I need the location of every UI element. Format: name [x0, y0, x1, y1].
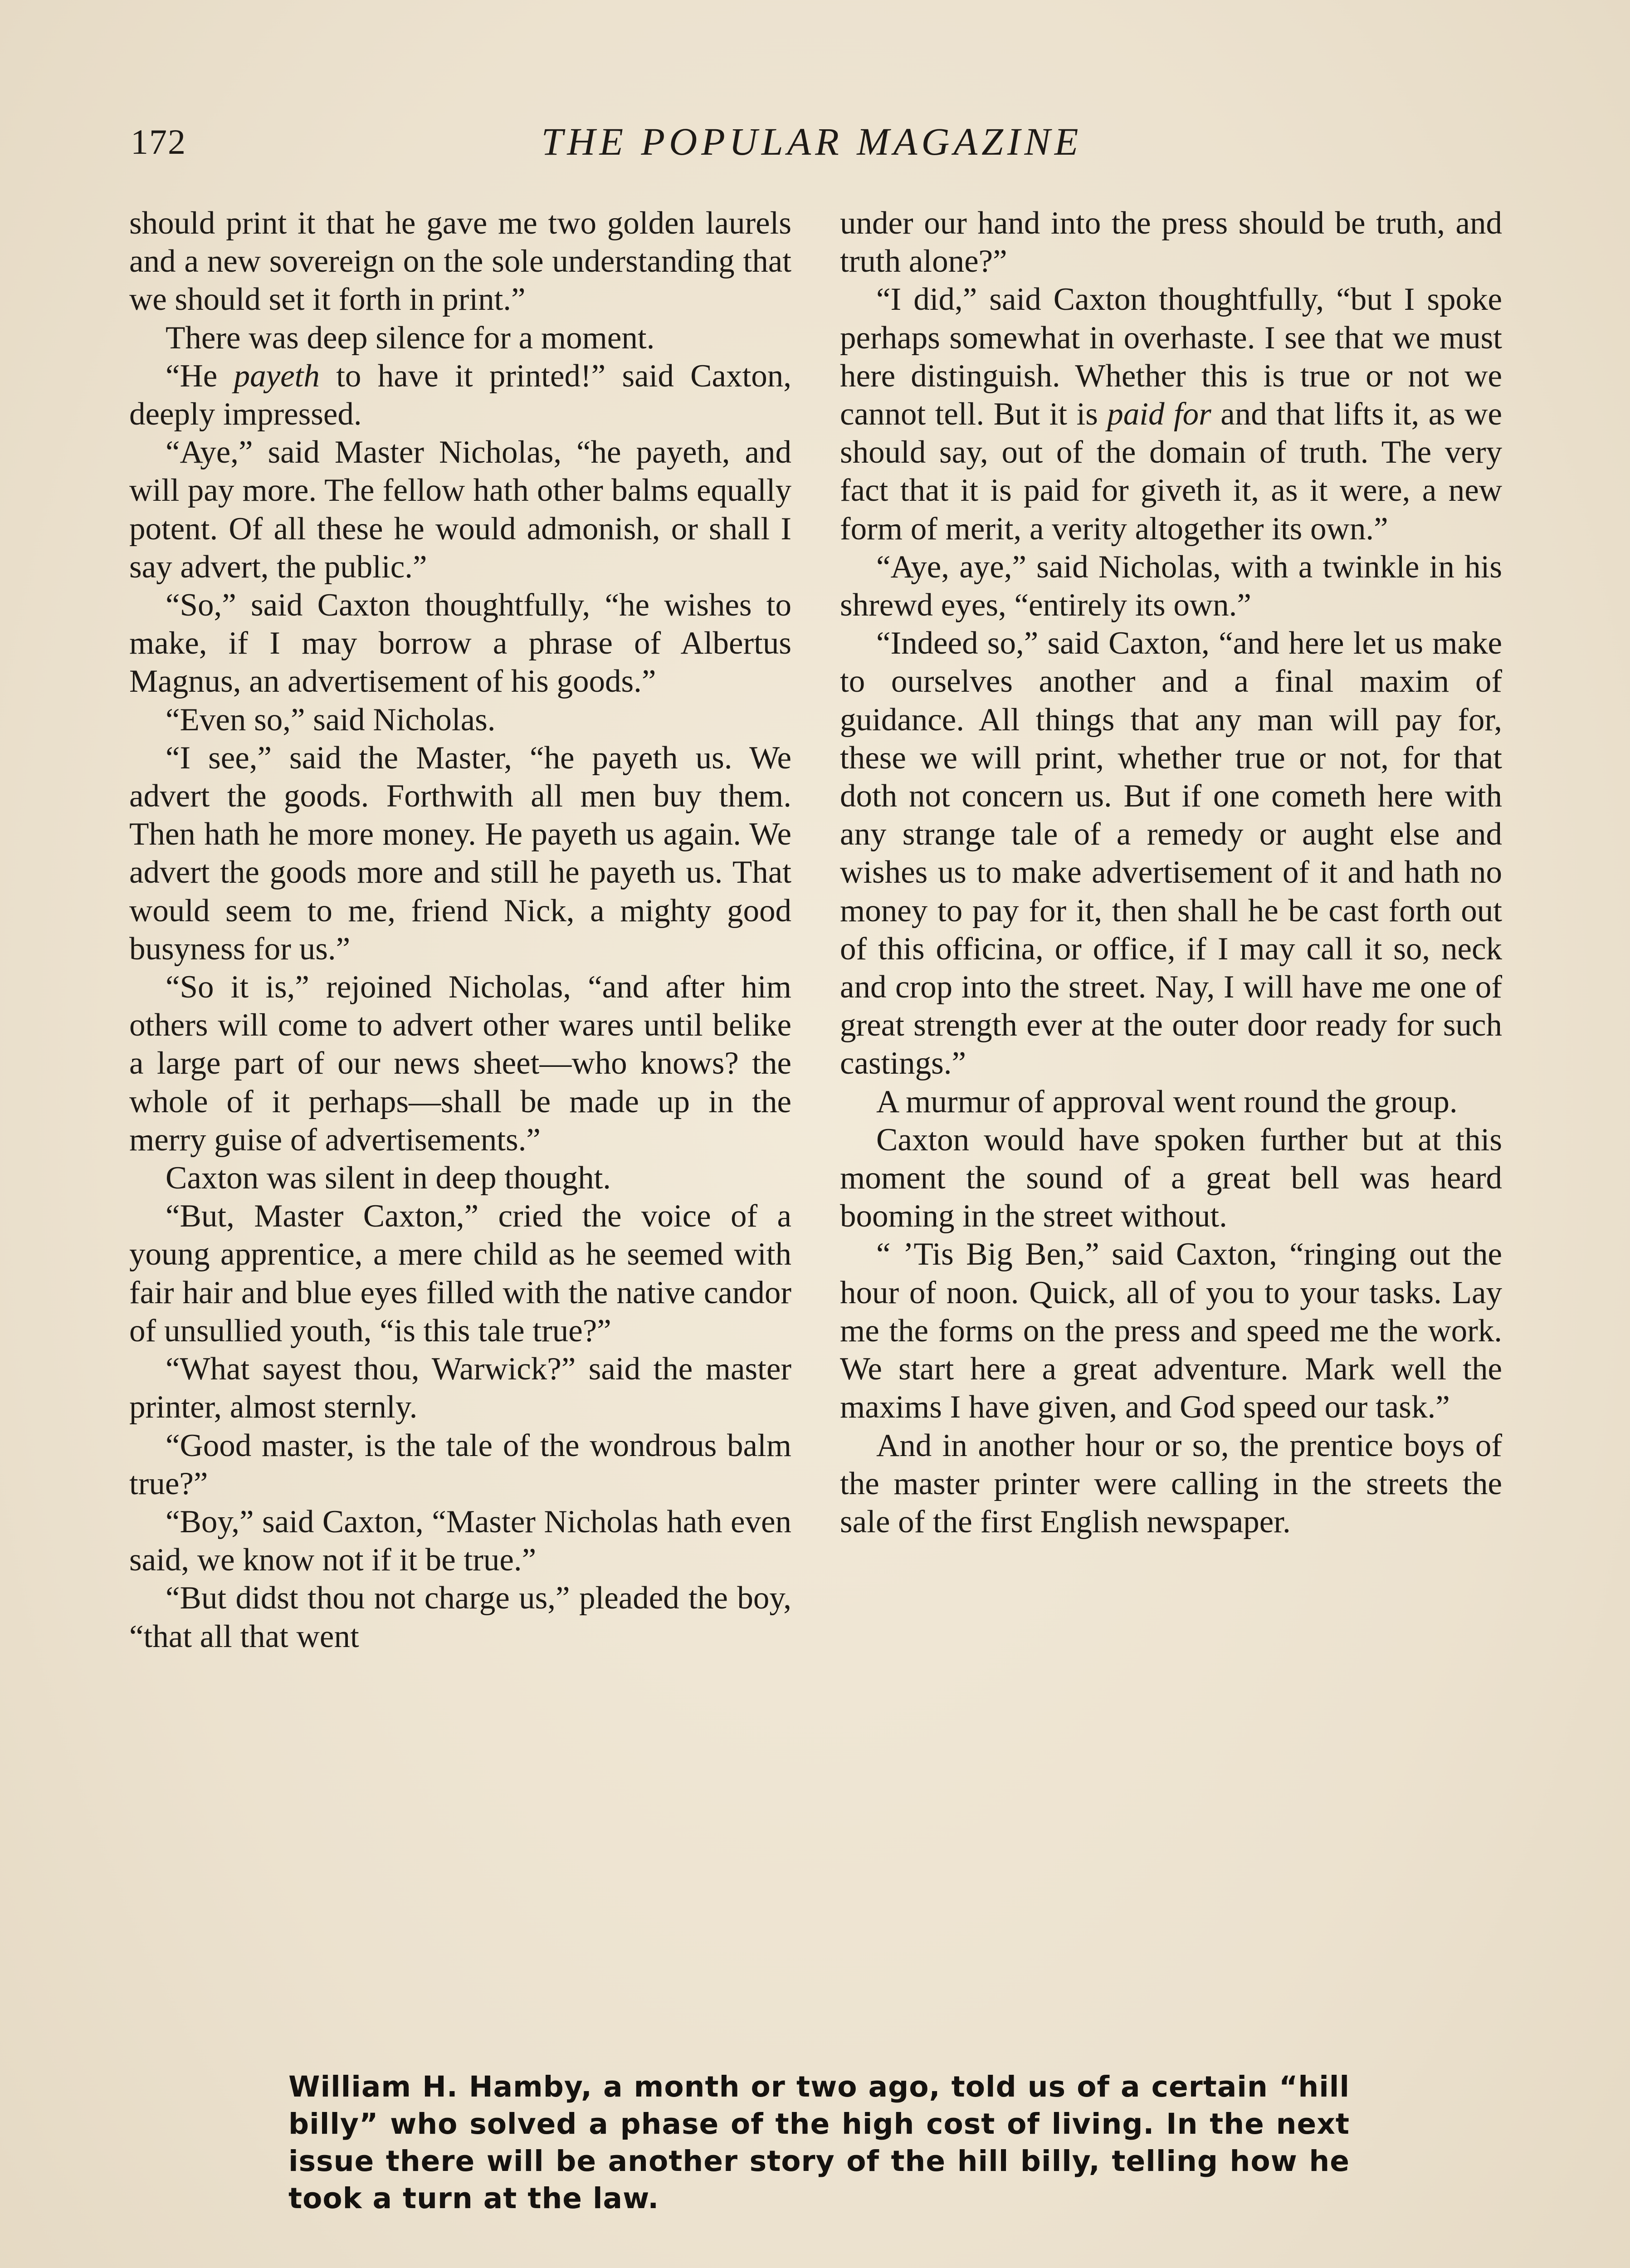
paragraph: Caxton would have spoken further but at this moment the sound of a great bell was heard booming in the street without.	[840, 1122, 1502, 1234]
left-column	[129, 204, 791, 1656]
paragraph: Caxton was silent in deep thought.	[166, 1160, 611, 1196]
paragraph: should print it that he gave me two golden laurels and a new sovereign on the sole understanding that we should set it forth in print.”	[129, 205, 791, 318]
next-issue-notice: William H. Hamby, a month or two ago, told us of a certain “hill billy” who solved a phase of the high cost of living. In the next issue there will be another story of the hill billy, telling how he took a turn at the law.	[288, 2070, 1350, 2215]
paragraph: under our hand into the press should be truth, and truth alone?”	[840, 205, 1502, 279]
paragraph: A murmur of approval went round the group.	[876, 1084, 1458, 1119]
paragraph: “Aye, aye,” said Nicholas, with a twinkle in his shrewd eyes, “entirely its own.”	[840, 549, 1502, 623]
right-column	[840, 204, 1502, 1541]
paragraph: “Good master, is the tale of the wondrous balm true?”	[129, 1427, 791, 1501]
paragraph: “Indeed so,” said Caxton, “and here let us make to ourselves another and a final maxim of guidance. All things that any man will pay for, these we will print, whether true or not, for that doth not concern us. But if one cometh here with any strange tale of a remedy or aught else and wishes us to make advertisement of it and hath no money to pay for it, then shall he be cast forth out of this officina, or office, if I may call it so, neck and crop into the street. Nay, I will have me one of great strength ever at the outer door ready for such castings.”	[840, 626, 1502, 1081]
paragraph: There was deep silence for a moment.	[166, 320, 655, 356]
paragraph: “ ’Tis Big Ben,” said Caxton, “ringing out the hour of noon. Quick, all of you to your tasks. Lay me the forms on the press and speed me the work. We start here a great adventure. Mark well the maxims I have given, and God speed our task.”	[840, 1237, 1502, 1425]
page-number: 172	[131, 122, 186, 161]
paragraph: “I see,” said the Master, “he payeth us. We advert the goods. Forthwith all men buy them. Then hath he more money. He payeth us again. We advert the goods more and still he payeth us. That would seem to me, friend Nick, a mighty good busyness for us.”	[129, 740, 791, 967]
paragraph: “Aye,” said Master Nicholas, “he payeth, and will pay more. The fellow hath other balms equally potent. Of all these he would admonish, or shall I say advert, the public.”	[129, 435, 791, 585]
paragraph	[840, 280, 1502, 547]
paragraph: And in another hour or so, the prentice boys of the master printer were calling in the streets the sale of the first English newspaper.	[840, 1427, 1502, 1540]
running-head-title: THE POPULAR MAGAZINE	[541, 120, 1083, 163]
emphasis-text: paid for	[1107, 396, 1211, 432]
paragraph-text: “I did,” said Caxton thoughtfully, “but I spoke perhaps somewhat in overhaste. I see that we must here distinguish. Whether this is true or not we cannot tell. But it is	[840, 282, 1502, 432]
paragraph: “Even so,” said Nicholas.	[166, 702, 496, 738]
paragraph: “Boy,” said Caxton, “Master Nicholas hath even said, we know not if it be true.”	[129, 1504, 791, 1578]
emphasis-text: payeth	[234, 358, 320, 394]
paragraph-text: to have it printed!” said Caxton, deeply impressed.	[129, 358, 791, 432]
paragraph: “So it is,” rejoined Nicholas, “and after him others will come to advert other wares until belike a large part of our news sheet—who knows? the whole of it perhaps—shall be made up in the merry guise of advertisements.”	[129, 969, 791, 1158]
paragraph: “So,” said Caxton thoughtfully, “he wishes to make, if I may borrow a phrase of Albertus Magnus, an advertisement of his goods.”	[129, 587, 791, 699]
paragraph: “But, Master Caxton,” cried the voice of a young apprentice, a mere child as he seemed with fair hair and blue eyes filled with the native candor of unsullied youth, “is this tale true?”	[129, 1198, 791, 1349]
paragraph: “What sayest thou, Warwick?” said the master printer, almost sternly.	[129, 1351, 791, 1425]
paragraph-text: and that lifts it, as we should say, out of the domain of truth. The very fact that it is paid for giveth it, as it were, a new form of merit, a verity altogether its own.”	[840, 396, 1502, 547]
paragraph	[129, 357, 791, 433]
paragraph: “But didst thou not charge us,” pleaded the boy, “that all that went	[129, 1580, 791, 1654]
paragraph-text: “He	[166, 358, 234, 394]
